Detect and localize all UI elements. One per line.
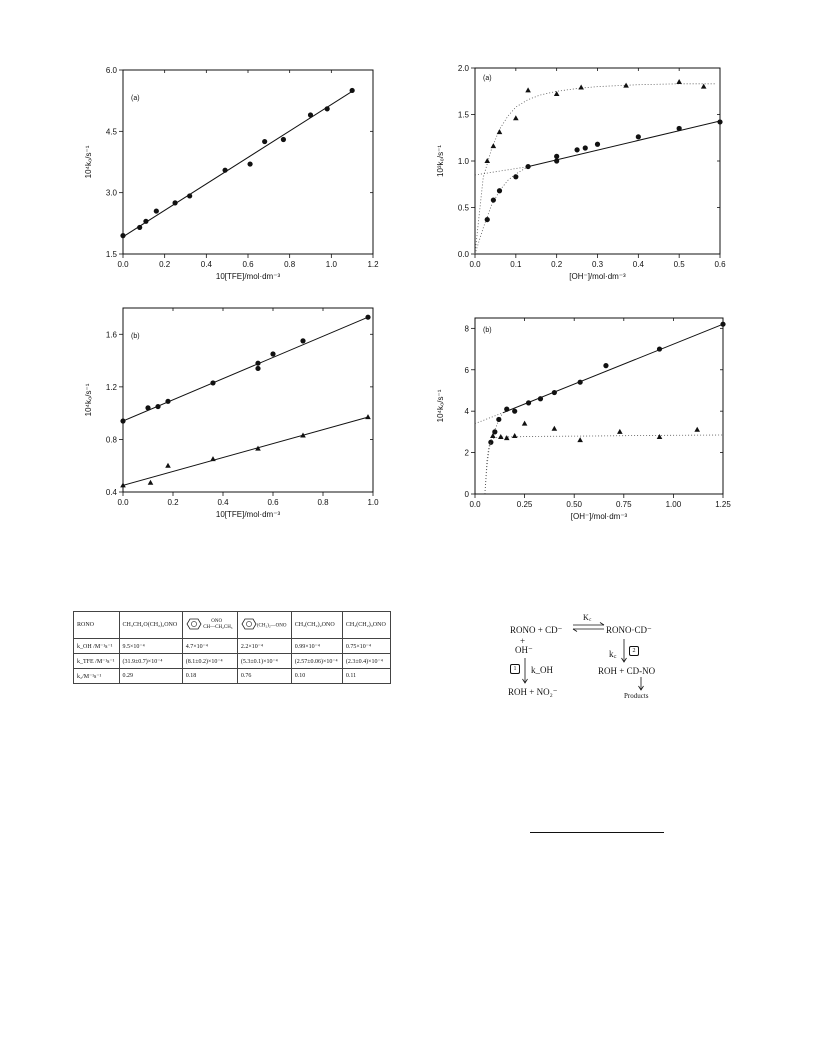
x-tick-label: 1.0 [367,498,379,507]
y-tick-label: 3.0 [105,188,117,198]
data-point-circle [554,158,559,163]
data-point-triangle [498,434,504,439]
arrow-down-icon [638,677,644,693]
fit-line [123,417,368,485]
plot-oh-b [430,300,730,525]
x-tick-label: 1.00 [665,500,682,509]
x-tick-label: 0.6 [714,260,726,269]
data-point-circle [270,351,275,356]
table-row: k_OH /M⁻¹s⁻¹ 9.5×10⁻⁴ 4.7×10⁻⁴ 2.2×10⁻⁴ 0.99×10⁻⁴ 0.75×10⁻⁴ [74,639,391,654]
data-point-circle [657,346,662,351]
data-point-circle [365,315,370,320]
fit-curve-dotted [475,167,528,254]
data-point-triangle [578,85,584,90]
data-point-circle [485,217,490,222]
fit-curve-dotted [485,413,503,494]
data-point-triangle [165,463,171,468]
data-point-circle [526,400,531,405]
y-tick-label: 4 [464,407,469,417]
data-point-circle [552,390,557,395]
plot-tfe-a [80,60,380,285]
data-point-circle [574,147,579,152]
plot-frame [123,308,373,492]
plot-tfe-b [80,298,380,523]
y-axis-label: 10⁴k₀/s⁻¹ [436,389,445,423]
x-axis-label: 10[TFE]/mol·dm⁻³ [215,272,281,281]
scheme-hydroxide: OH⁻ [515,645,533,655]
equilibrium-constant: K꜀ [583,613,592,622]
data-point-circle [525,164,530,169]
y-tick-label: 1.6 [105,330,117,340]
data-point-circle [172,200,177,205]
y-axis-label: 10⁴k₀/s⁻¹ [84,383,93,417]
data-point-circle [717,119,722,124]
x-tick-label: 0.0 [469,260,481,269]
x-tick-label: 0.1 [510,260,522,269]
data-point-circle [538,396,543,401]
table-header-cell: CH₃CH₂O(CH₂)₂ONO [119,612,182,639]
data-point-circle [497,188,502,193]
data-point-circle [187,193,192,198]
x-tick-label: 0.5 [673,260,685,269]
data-point-circle [350,88,355,93]
y-tick-label: 1.5 [105,250,117,259]
rate-kc: k꜀ [609,649,617,659]
data-point-circle [491,197,496,202]
table-header-cell [182,612,237,639]
data-point-triangle [497,129,503,134]
plot-frame [475,318,723,494]
arrow-down-icon [522,658,528,686]
data-point-circle [210,380,215,385]
substituent-top: ONO [211,619,223,624]
y-tick-label: 1.5 [457,110,469,120]
x-tick-label: 0.2 [159,260,171,269]
data-point-triangle [491,143,497,148]
data-point-triangle [577,437,583,442]
data-point-circle [281,137,286,142]
data-point-triangle [504,435,510,440]
data-point-circle [325,106,330,111]
data-point-triangle [365,414,371,419]
y-tick-label: 1.2 [105,382,117,392]
panel-label: (b) [483,327,492,334]
y-tick-label: 0.8 [105,435,117,445]
y-tick-label: 6.0 [105,66,117,75]
extrapolation-dotted [475,167,528,175]
rate-constants-table [73,611,391,684]
scheme-plus: + [520,636,526,646]
data-point-circle [255,366,260,371]
data-point-circle [636,134,641,139]
data-point-triangle [701,84,707,89]
y-tick-label: 0.5 [457,203,469,213]
x-tick-label: 0.0 [117,498,129,507]
y-tick-label: 0.4 [105,488,117,497]
substituent-bottom: CH—CH₂CH₃ [203,625,233,630]
data-point-circle [512,409,517,414]
data-point-circle [145,405,150,410]
data-point-circle [554,154,559,159]
table-header-cell: RONO [74,612,120,639]
panel-label: (a) [483,75,492,82]
data-point-circle [247,161,252,166]
y-tick-label: 4.5 [105,127,117,137]
table-header-row [74,612,391,639]
table-header-cell: (CH₂)₂—ONO [237,612,291,639]
data-point-triangle [657,434,663,439]
x-axis-label: 10[TFE]/mol·dm⁻³ [215,510,281,519]
data-point-circle [677,126,682,131]
data-point-circle [488,440,493,445]
x-tick-label: 0.0 [117,260,129,269]
scheme-product-2: ROH + CD-NO [598,666,656,676]
data-point-triangle [617,429,623,434]
x-tick-label: 0.75 [616,500,632,509]
data-point-circle [308,112,313,117]
reaction-scheme: RONO + CD⁻ K꜀ RONO·CD⁻ + OH⁻ 1 k_OH ROH + NO₂⁻ k꜀ 2 ROH + CD-NO Products [508,613,656,700]
y-tick-label: 6 [464,365,469,375]
x-tick-label: 0.3 [591,260,604,269]
data-point-triangle [513,115,519,120]
data-point-circle [154,208,159,213]
x-tick-label: 0.6 [267,498,279,507]
x-tick-label: 0.8 [317,498,329,507]
table-row: k_TFE /M⁻¹s⁻¹ (31.9±0.7)×10⁻⁴ (8.1±0.2)×10⁻⁴ (5.3±0.1)×10⁻⁴ (2.57±0.06)×10⁻⁴ (2.3±0.4)×10⁻⁴ [74,654,391,669]
table-row: k₂/M⁻¹s⁻¹ 0.29 0.18 0.76 0.10 0.11 [74,669,391,684]
plot-oh-a [430,60,730,288]
data-point-circle [120,233,125,238]
data-point-circle [222,168,227,173]
data-point-circle [496,417,501,422]
x-axis-label: [OH⁻]/mol·dm⁻³ [569,272,626,281]
data-point-circle [583,145,588,150]
data-point-circle [504,407,509,412]
table-header-cell: CH₃(CH₂)₃ONO [342,612,390,639]
data-point-circle [300,338,305,343]
y-tick-label: 8 [464,324,469,334]
data-point-circle [165,399,170,404]
x-tick-label: 1.0 [325,260,337,269]
plot-frame [475,68,720,254]
equilibrium-arrow [572,622,606,634]
y-tick-label: 0.0 [457,250,469,259]
data-point-circle [155,404,160,409]
data-point-circle [578,380,583,385]
x-tick-label: 0.0 [469,500,481,509]
plot-frame [123,70,373,254]
x-tick-label: 0.4 [200,260,212,269]
x-axis-label: [OH⁻]/mol·dm⁻³ [570,512,628,521]
scheme-reactants: RONO + CD⁻ [510,625,563,635]
data-point-circle [720,322,725,327]
y-axis-label: 10⁴k₀/s⁻¹ [84,145,93,179]
data-point-circle [137,225,142,230]
scheme-products: Products [624,692,649,700]
arrow-down-icon [621,639,627,665]
data-point-triangle [525,87,531,92]
y-tick-label: 0 [464,490,469,499]
x-tick-label: 0.25 [516,500,533,509]
data-point-circle [143,219,148,224]
data-point-triangle [484,158,490,163]
y-tick-label: 1.0 [457,157,469,166]
panel-label: (b) [131,333,140,340]
x-tick-label: 0.6 [242,260,254,269]
benzene-ring-icon [186,618,202,632]
y-tick-label: 2 [464,448,469,458]
data-point-triangle [552,426,558,431]
data-point-triangle [694,427,700,432]
data-point-circle [513,174,518,179]
y-tick-label: 2.0 [457,64,469,73]
data-point-circle [603,363,608,368]
y-axis-label: 10³k₀/s⁻¹ [436,145,445,177]
scheme-product-1: ROH + NO₂⁻ [508,687,558,697]
rate-koh: k_OH [531,665,553,675]
data-point-triangle [676,79,682,84]
x-tick-label: 0.50 [566,500,582,509]
table-header-cell: CH₃(CH₂)₂ONO [291,612,342,639]
scheme-complex: RONO·CD⁻ [606,625,652,635]
x-tick-label: 0.2 [167,498,179,507]
data-point-triangle [512,433,518,438]
divider-rule [530,832,664,833]
x-tick-label: 0.8 [284,260,296,269]
data-point-circle [255,361,260,366]
data-point-circle [120,418,125,423]
x-tick-label: 0.2 [551,260,563,269]
data-point-triangle [522,421,528,426]
x-tick-label: 1.2 [367,260,379,269]
data-point-triangle [554,91,560,96]
x-tick-label: 0.4 [632,260,644,269]
data-point-circle [595,142,600,147]
fit-line [503,324,723,413]
panel-label: (a) [131,95,140,102]
x-tick-label: 1.25 [715,500,731,509]
data-point-circle [262,139,267,144]
fit-curve-dotted [485,435,723,494]
data-point-triangle [210,456,216,461]
data-point-triangle [148,480,154,485]
fit-line [123,91,352,237]
benzene-ring-icon [241,618,257,632]
x-tick-label: 0.4 [217,498,229,507]
